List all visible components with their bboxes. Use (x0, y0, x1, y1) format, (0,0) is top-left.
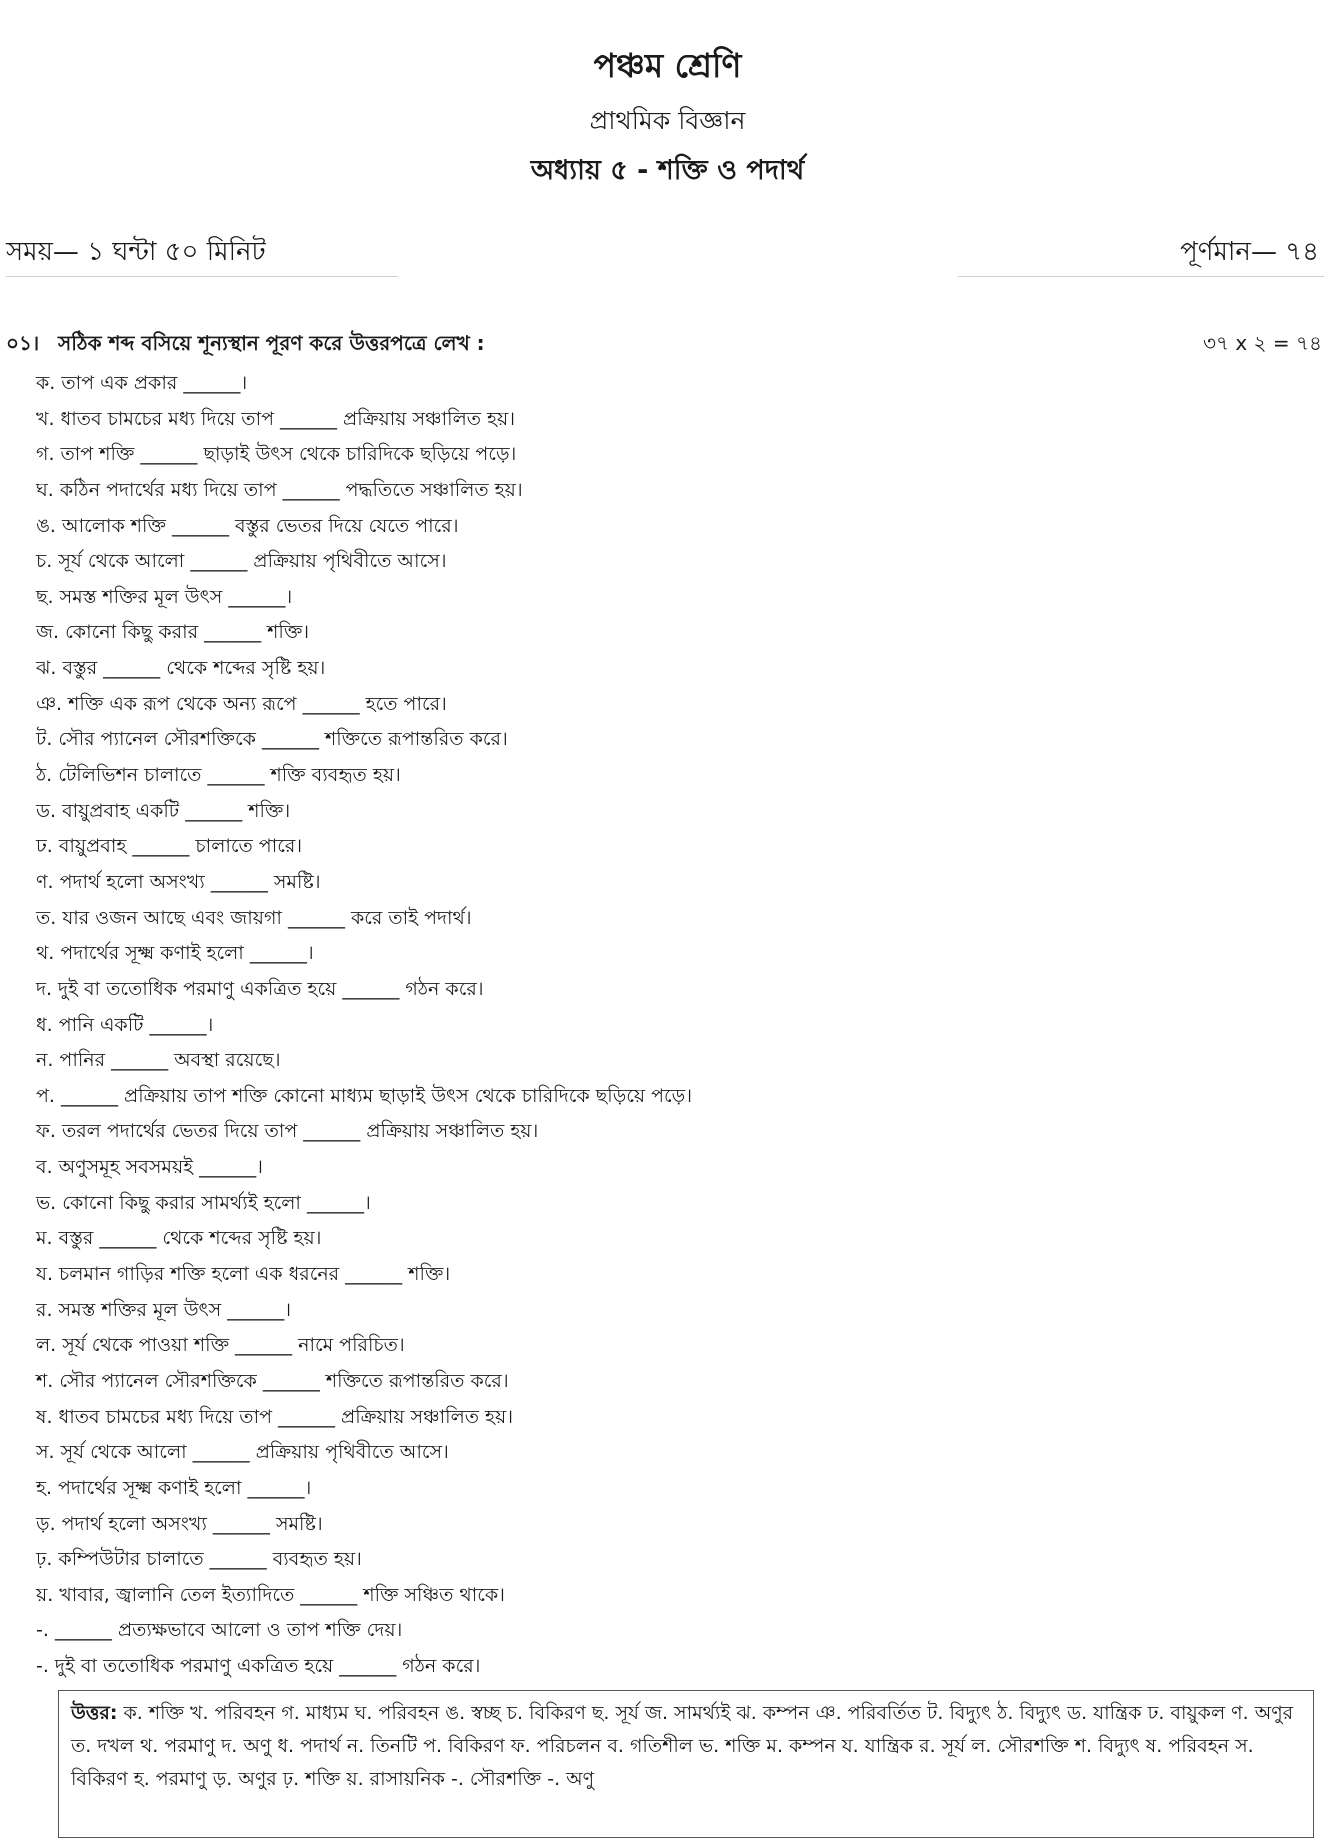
question-item-list (36, 366, 1316, 1685)
question-item: ঢ. বায়ুপ্রবাহ ______ চালাতে পারে। (36, 835, 303, 858)
question-item: ভ. কোনো কিছু করার সামর্থ্যই হলো ______। (36, 1191, 371, 1214)
chapter-title: অধ্যায় ৫ - শক্তি ও পদার্থ (530, 155, 805, 186)
document-header (0, 44, 1335, 190)
question-item: ব. অণুসমূহ সবসময়ই ______। (36, 1156, 263, 1179)
question-item: চ. সূর্য থেকে আলো ______ প্রক্রিয়ায় পৃথিবীতে আসে। (36, 550, 447, 573)
question-item: ড়. পদার্থ হলো অসংখ্য ______ সমষ্টি। (36, 1512, 323, 1535)
question-item: য়. খাবার, জ্বালানি তেল ইত্যাদিতে ______ শক্তি সঞ্চিত থাকে। (36, 1583, 505, 1606)
answer-key-text: ক. শক্তি খ. পরিবহন গ. মাধ্যম ঘ. পরিবহন ঙ. স্বচ্ছ চ. বিকিরণ ছ. সূর্য জ. সামর্থ্যই ঝ. কম্পন ঞ. পরিবর্তিত ট. বিদ্যুৎ ঠ. বিদ্যুৎ ড. যান্ত্রিক ঢ. বায়ুকল ণ. অণুর ত. দখল থ. পরমাণু দ. অণু ধ. পদার্থ ন. তিনটি প. বিকিরণ ফ. পরিচলন ব. গতিশীল ভ. শক্তি ম. কম্পন য. যান্ত্রিক র. সূর্য ল. সৌরশক্তি শ. বিদ্যুৎ ষ. পরিবহন স. বিকিরণ হ. পরমাণু ড়. অণুর ঢ়. শক্তি য়. রাসায়নিক -. সৌরশক্তি -. অণু (71, 1702, 1294, 1790)
answer-label: উত্তর: (71, 1702, 118, 1724)
question-item: -. ______ প্রত্যক্ষভাবে আলো ও তাপ শক্তি দেয়। (36, 1619, 403, 1642)
question-item: য. চলমান গাড়ির শক্তি হলো এক ধরনের ______ শক্তি। (36, 1263, 451, 1286)
question-item: ম. বস্তুর ______ থেকে শব্দের সৃষ্টি হয়। (36, 1227, 322, 1250)
question-item: ট. সৌর প্যানেল সৌরশক্তিকে ______ শক্তিতে রূপান্তরিত করে। (36, 728, 508, 751)
full-marks: পূর্ণমান— ৭৪ (1180, 237, 1319, 267)
question-item: প. ______ প্রক্রিয়ায় তাপ শক্তি কোনো মাধ্যম ছাড়াই উৎস থেকে চারিদিকে ছড়িয়ে পড়ে। (36, 1084, 693, 1107)
exam-time: সময়— ১ ঘন্টা ৫০ মিনিট (6, 237, 266, 267)
question-item: ণ. পদার্থ হলো অসংখ্য ______ সমষ্টি। (36, 870, 321, 893)
question-item: হ. পদার্থের সূক্ষ্ম কণাই হলো ______। (36, 1476, 312, 1499)
question-item: র. সমস্ত শক্তির মূল উৎস ______। (36, 1298, 292, 1321)
question-instruction: সঠিক শব্দ বসিয়ে শূন্যস্থান পূরণ করে উত্তরপত্রে লেখ : (58, 331, 485, 355)
question-item: -. দুই বা ততোধিক পরমাণু একত্রিত হয়ে ______ গঠন করে। (36, 1655, 481, 1678)
question-item: ঘ. কঠিন পদার্থের মধ্য দিয়ে তাপ ______ পদ্ধতিতে সঞ্চালিত হয়। (36, 478, 523, 501)
question-item: ফ. তরল পদার্থের ভেতর দিয়ে তাপ ______ প্রক্রিয়ায় সঞ্চালিত হয়। (36, 1120, 539, 1143)
question-item: দ. দুই বা ততোধিক পরমাণু একত্রিত হয়ে ______ গঠন করে। (36, 977, 484, 1000)
question-item: ল. সূর্য থেকে পাওয়া শক্তি ______ নামে পরিচিত। (36, 1334, 405, 1357)
question-item: খ. ধাতব চামচের মধ্য দিয়ে তাপ ______ প্রক্রিয়ায় সঞ্চালিত হয়। (36, 407, 516, 430)
question-item: ঝ. বস্তুর ______ থেকে শব্দের সৃষ্টি হয়। (36, 657, 326, 680)
question-item: ঞ. শক্তি এক রূপ থেকে অন্য রূপে ______ হতে পারে। (36, 692, 447, 715)
class-title: পঞ্চম শ্রেণি (593, 46, 742, 85)
question-item: ন. পানির ______ অবস্থা রয়েছে। (36, 1049, 281, 1072)
question-item: জ. কোনো কিছু করার ______ শক্তি। (36, 621, 310, 644)
question-item: থ. পদার্থের সূক্ষ্ম কণাই হলো ______। (36, 942, 314, 965)
question-item: ত. যার ওজন আছে এবং জায়গা ______ করে তাই পদার্থ। (36, 906, 472, 929)
answer-key-box (58, 1690, 1314, 1838)
question-item: ঙ. আলোক শক্তি ______ বস্তুর ভেতর দিয়ে যেতে পারে। (36, 514, 459, 537)
question-marks: ৩৭ x ২ = ৭৪ (1202, 331, 1322, 355)
question-item: ক. তাপ এক প্রকার ______। (36, 372, 248, 394)
question-item: ড. বায়ুপ্রবাহ একটি ______ শক্তি। (36, 799, 291, 822)
question-item: ঢ়. কম্পিউটার চালাতে ______ ব্যবহৃত হয়। (36, 1548, 362, 1571)
question-item: ধ. পানি একটি ______। (36, 1013, 214, 1036)
divider-right (958, 276, 1324, 277)
question-number: ০১। (6, 331, 40, 355)
question-item: ছ. সমস্ত শক্তির মূল উৎস ______। (36, 585, 293, 608)
question-item: ষ. ধাতব চামচের মধ্য দিয়ে তাপ ______ প্রক্রিয়ায় সঞ্চালিত হয়। (36, 1405, 514, 1428)
subject-title: প্রাথমিক বিজ্ঞান (589, 106, 746, 135)
question-heading (6, 326, 1322, 360)
question-item: স. সূর্য থেকে আলো ______ প্রক্রিয়ায় পৃথিবীতে আসে। (36, 1441, 449, 1464)
question-item: শ. সৌর প্যানেল সৌরশক্তিকে ______ শক্তিতে রূপান্তরিত করে। (36, 1369, 509, 1392)
question-item: গ. তাপ শক্তি ______ ছাড়াই উৎস থেকে চারিদিকে ছড়িয়ে পড়ে। (36, 443, 517, 466)
divider-left (6, 276, 398, 277)
question-item: ঠ. টেলিভিশন চালাতে ______ শক্তি ব্যবহৃত হয়। (36, 764, 401, 787)
